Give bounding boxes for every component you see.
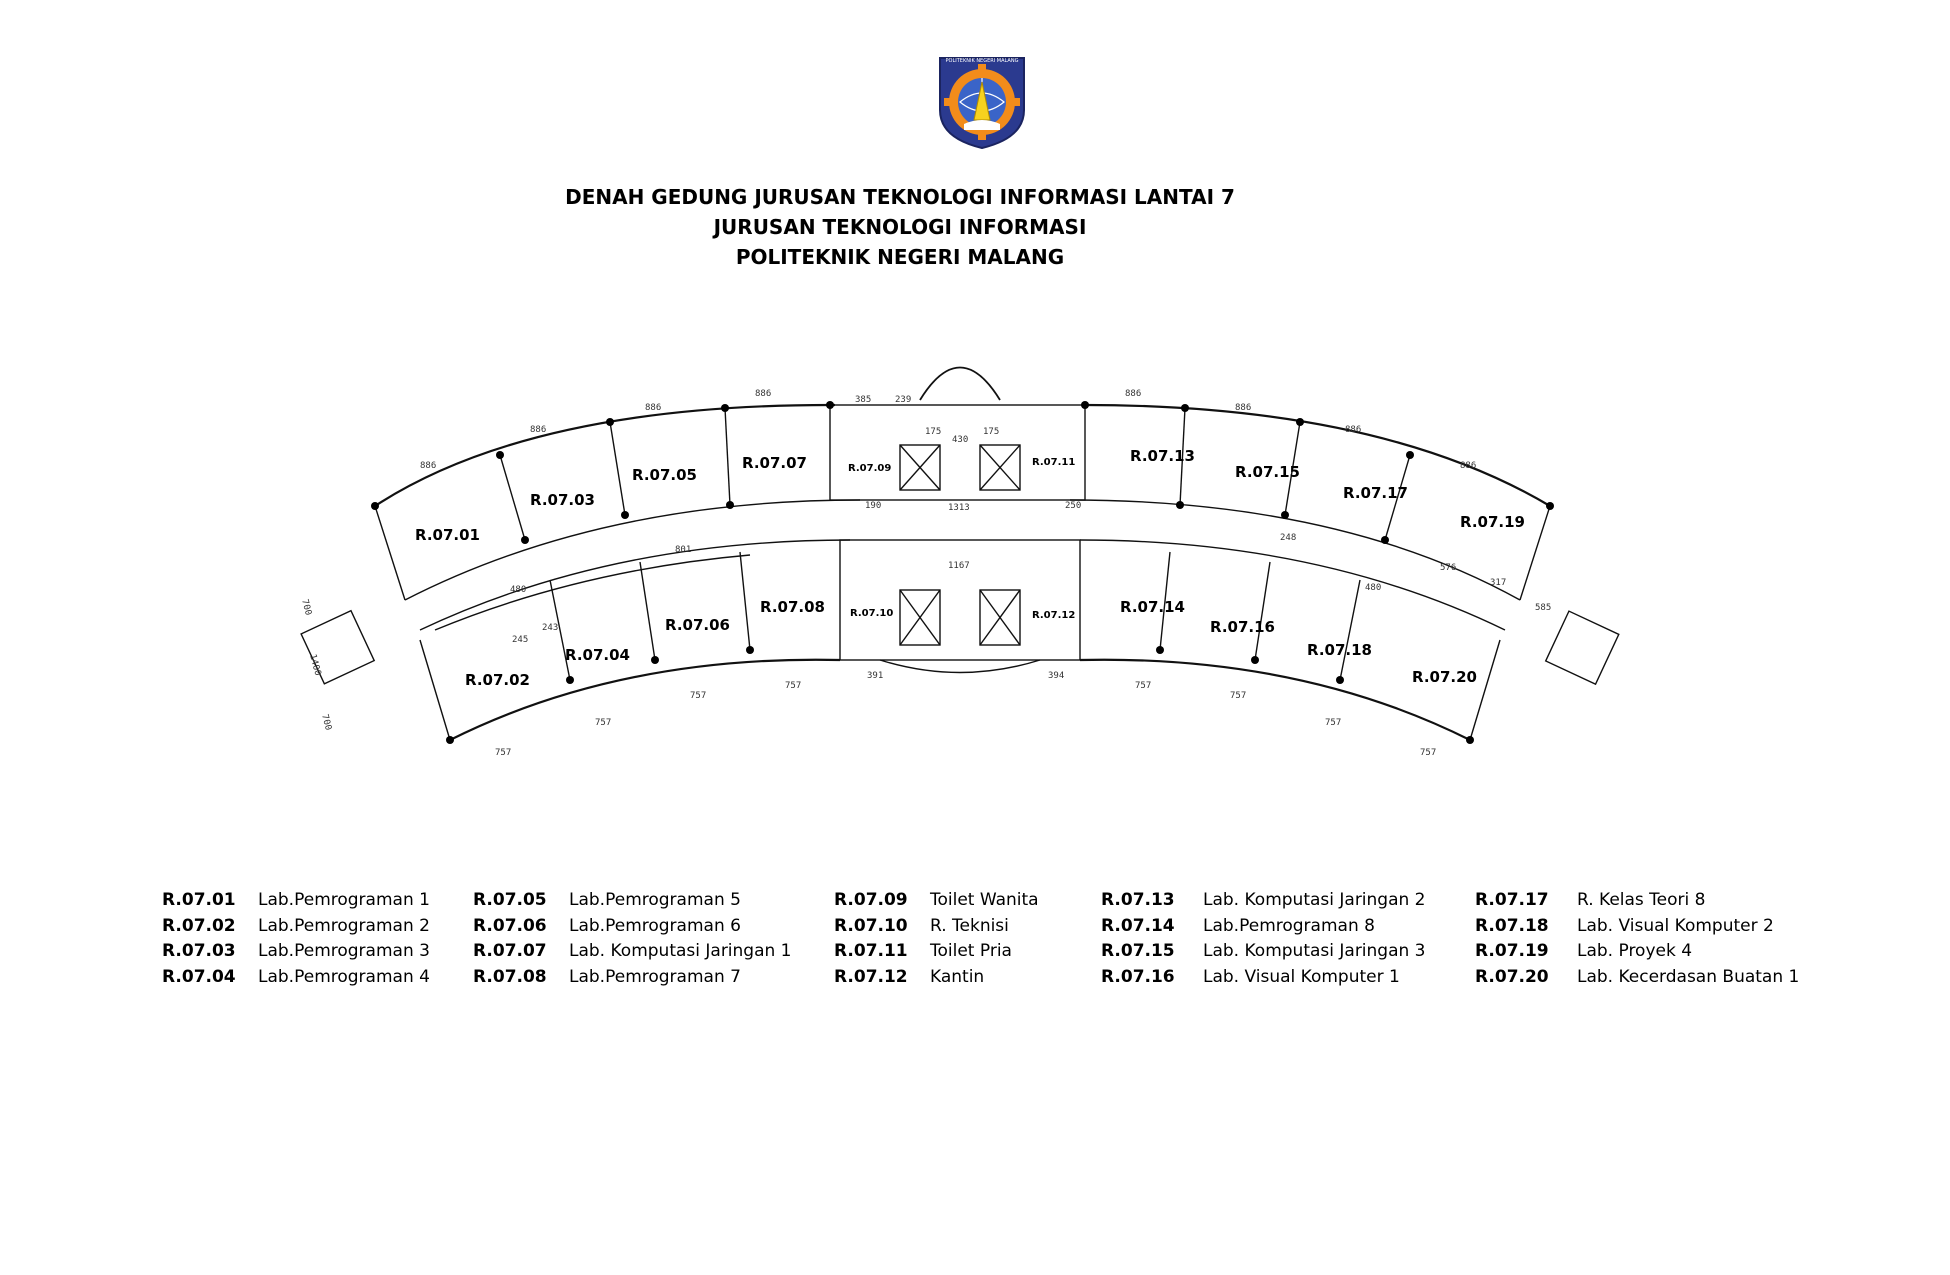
dimension-label: 1400 xyxy=(307,653,323,677)
title-block xyxy=(0,182,1800,272)
legend-column xyxy=(1475,888,1799,990)
dimension-label: 243 xyxy=(542,623,559,633)
room-label: R.07.17 xyxy=(1343,484,1408,502)
room-label: R.07.10 xyxy=(850,608,894,619)
room-label: R.07.01 xyxy=(415,526,480,544)
dimension-label: 886 xyxy=(420,461,437,471)
polinema-logo-icon xyxy=(934,52,1030,152)
dimension-label: 886 xyxy=(1460,461,1477,471)
dimension-label: 757 xyxy=(495,748,512,758)
dimension-label: 757 xyxy=(1230,691,1247,701)
legend-column xyxy=(834,888,1039,990)
room-label: R.07.12 xyxy=(1032,610,1076,621)
dimension-label: 576 xyxy=(1440,563,1457,573)
dimension-label: 317 xyxy=(1490,578,1507,588)
dimension-label: 250 xyxy=(1065,501,1082,511)
dimension-label: 430 xyxy=(952,435,969,445)
dimension-label: 248 xyxy=(1280,533,1297,543)
legend-item: R.07.18 Lab. Visual Komputer 2 xyxy=(1475,915,1774,936)
dimension-label: 1167 xyxy=(948,561,970,571)
dimension-label: 757 xyxy=(1135,681,1152,691)
dimension-label: 385 xyxy=(855,395,872,405)
dimension-label: 886 xyxy=(1125,389,1142,399)
legend-item: R.07.05 Lab.Pemrograman 5 xyxy=(473,890,741,910)
dimension-label: 886 xyxy=(645,403,662,413)
room-label: R.07.09 xyxy=(848,463,892,474)
room-label: R.07.03 xyxy=(530,491,595,509)
dimension-label: 239 xyxy=(895,395,912,405)
page-subtitle-institution: POLITEKNIK NEGERI MALANG xyxy=(735,245,1065,269)
dimension-label: 886 xyxy=(530,425,547,435)
room-label: R.07.15 xyxy=(1235,463,1300,481)
legend-item: R.07.07 Lab. Komputasi Jaringan 1 xyxy=(473,941,792,961)
legend-item: R.07.01 Lab.Pemrograman 1 xyxy=(162,890,430,910)
dimension-label: 757 xyxy=(595,718,612,728)
room-label: R.07.16 xyxy=(1210,618,1275,636)
dimension-label: 757 xyxy=(785,681,802,691)
dimension-label: 480 xyxy=(1365,583,1382,593)
legend-column xyxy=(162,888,430,990)
legend-item: R.07.20 Lab. Kecerdasan Buatan 1 xyxy=(1475,966,1800,987)
dimension-label: 585 xyxy=(1535,603,1552,613)
room-label: R.07.20 xyxy=(1412,668,1477,686)
dimension-label: 1313 xyxy=(948,503,970,513)
logo-ring-text: POLITEKNIK NEGERI MALANG xyxy=(945,58,1019,64)
room-label: R.07.13 xyxy=(1130,447,1195,465)
dimension-label: 700 xyxy=(319,713,333,732)
room-label: R.07.14 xyxy=(1120,598,1185,616)
room-label: R.07.18 xyxy=(1307,641,1372,659)
legend-item: R.07.10 R. Teknisi xyxy=(834,915,1009,936)
legend-item: R.07.19 Lab. Proyek 4 xyxy=(1475,941,1693,961)
dimension-label: 175 xyxy=(925,427,942,437)
room-label: R.07.19 xyxy=(1460,513,1525,531)
dimension-label: 700 xyxy=(299,598,313,617)
legend-item: R.07.15 Lab. Komputasi Jaringan 3 xyxy=(1101,941,1426,961)
room-label: R.07.07 xyxy=(742,454,807,472)
legend-item: R.07.11 Toilet Pria xyxy=(834,941,1012,961)
dimension-label: 245 xyxy=(512,635,529,645)
legend-item: R.07.09 Toilet Wanita xyxy=(834,890,1039,910)
dimension-label: 757 xyxy=(1325,718,1342,728)
dimension-label: 391 xyxy=(867,671,884,681)
legend-item: R.07.14 Lab.Pemrograman 8 xyxy=(1101,915,1375,936)
dimension-label: 190 xyxy=(865,501,882,511)
room-label: R.07.06 xyxy=(665,616,730,634)
legend-item: R.07.16 Lab. Visual Komputer 1 xyxy=(1101,966,1400,987)
legend-item: R.07.04 Lab.Pemrograman 4 xyxy=(162,966,430,987)
legend-item: R.07.13 Lab. Komputasi Jaringan 2 xyxy=(1101,890,1426,910)
legend-item: R.07.02 Lab.Pemrograman 2 xyxy=(162,915,430,936)
page-title: DENAH GEDUNG JURUSAN TEKNOLOGI INFORMASI LANTAI 7 xyxy=(565,185,1235,209)
dimension-label: 886 xyxy=(1345,425,1362,435)
room-label: R.07.11 xyxy=(1032,457,1076,468)
dimension-label: 801 xyxy=(675,545,692,555)
dimension-label: 394 xyxy=(1048,671,1065,681)
dimension-label: 757 xyxy=(1420,748,1437,758)
room-label: R.07.05 xyxy=(632,466,697,484)
floor-plan-drawing xyxy=(280,330,1640,800)
room-label: R.07.04 xyxy=(565,646,630,664)
room-label: R.07.02 xyxy=(465,671,530,689)
dimension-label: 757 xyxy=(690,691,707,701)
dimension-label: 886 xyxy=(755,389,772,399)
dimension-label: 175 xyxy=(983,427,1000,437)
legend-item: R.07.08 Lab.Pemrograman 7 xyxy=(473,966,741,987)
legend-column xyxy=(473,888,792,990)
legend-column xyxy=(1101,888,1426,990)
dimension-label: 886 xyxy=(1235,403,1252,413)
legend-item: R.07.12 Kantin xyxy=(834,966,985,987)
floor-plan xyxy=(280,330,1640,800)
legend-item: R.07.17 R. Kelas Teori 8 xyxy=(1475,890,1706,910)
legend-item: R.07.03 Lab.Pemrograman 3 xyxy=(162,941,430,961)
legend-item: R.07.06 Lab.Pemrograman 6 xyxy=(473,915,741,936)
room-label: R.07.08 xyxy=(760,598,825,616)
dimension-label: 480 xyxy=(510,585,527,595)
page-subtitle-department: JURUSAN TEKNOLOGI INFORMASI xyxy=(713,215,1087,239)
